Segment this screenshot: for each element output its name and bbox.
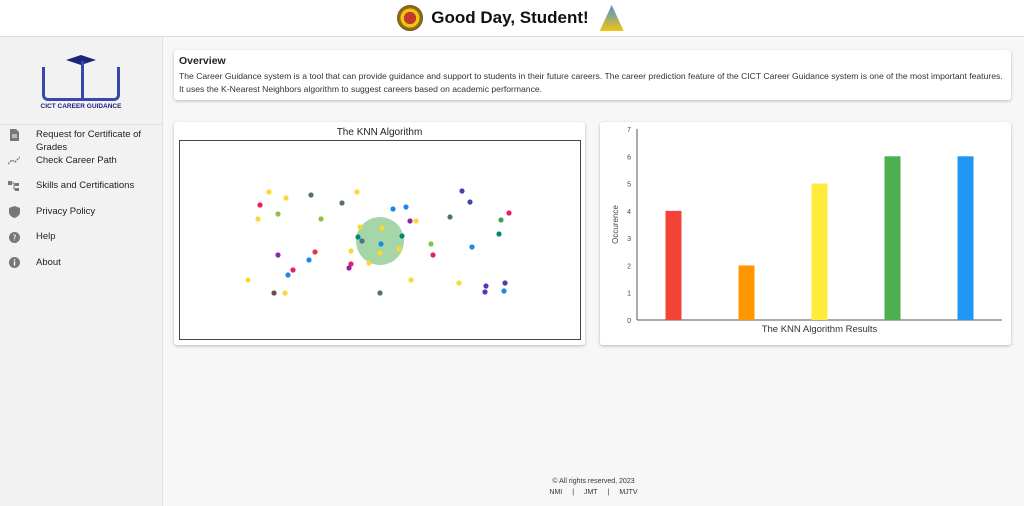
- greeting-title: Good Day, Student!: [431, 8, 589, 27]
- knn-data-point: [377, 290, 382, 295]
- knn-data-point: [266, 189, 271, 194]
- y-axis-label: Occurence: [611, 205, 620, 244]
- knn-scatter: [180, 141, 580, 339]
- knn-data-point: [459, 188, 464, 193]
- knn-data-point: [285, 272, 290, 277]
- knn-data-point: [290, 267, 295, 272]
- knn-data-point: [390, 206, 395, 211]
- footer-separator: |: [607, 489, 610, 496]
- knn-data-point: [308, 192, 313, 197]
- top-bar: [0, 0, 1024, 37]
- knn-data-point: [496, 231, 501, 236]
- knn-data-point: [282, 290, 287, 295]
- bar: [812, 184, 828, 320]
- knn-data-point: [318, 216, 323, 221]
- sidebar-item-check-career-path[interactable]: [0, 155, 162, 181]
- footer-name: NMI: [549, 489, 563, 496]
- knn-data-point: [359, 238, 364, 243]
- copyright-text: All rights reserved, 2023: [559, 478, 635, 485]
- knn-data-point: [306, 257, 311, 262]
- y-tick-label: 4: [627, 208, 631, 216]
- footer-name: MJTV: [619, 489, 638, 496]
- knn-data-point: [366, 260, 371, 265]
- knn-data-point: [355, 234, 360, 239]
- knn-data-point: [312, 249, 317, 254]
- knn-data-point: [483, 283, 488, 288]
- y-tick-label: 5: [627, 181, 631, 189]
- copyright-icon: ©: [552, 478, 558, 485]
- knn-data-point: [271, 290, 276, 295]
- knn-data-point: [339, 200, 344, 205]
- knn-data-point: [283, 195, 288, 200]
- sidebar-item-label: About: [36, 256, 61, 268]
- hierarchy-icon: [8, 180, 20, 192]
- document-icon: [8, 129, 20, 141]
- knn-data-point: [275, 252, 280, 257]
- knn-data-point: [456, 280, 461, 285]
- knn-visual-card: [174, 122, 585, 345]
- sidebar-item-privacy-policy[interactable]: [0, 206, 162, 232]
- knn-data-point: [506, 210, 511, 215]
- sidebar-item-label: Help: [36, 231, 56, 242]
- footer: [163, 478, 1024, 496]
- knn-data-point: [408, 277, 413, 282]
- overview-card: [174, 50, 1011, 100]
- knn-data-point: [430, 252, 435, 257]
- knn-data-point: [257, 202, 262, 207]
- school-seal-logo: [397, 5, 423, 31]
- knn-data-point: [357, 224, 362, 229]
- college-logo: [597, 5, 627, 31]
- knn-data-point: [245, 277, 250, 282]
- svg-text:?: ?: [11, 233, 17, 242]
- sidebar-item-label: Skills and Certifications: [36, 180, 135, 191]
- y-tick-label: 2: [627, 263, 631, 271]
- knn-plot-area: [179, 140, 581, 340]
- knn-data-point: [275, 211, 280, 216]
- bar: [739, 265, 755, 320]
- overview-text: The Career Guidance system is a tool that can provide guidance and support to students in their future careers. The career prediction feature of the CICT Career Guidance system is one of the most important features. It uses the K-Nearest Neighbors algorithm to suggest careers based on academic performance.: [179, 71, 1003, 94]
- cict-career-guidance-logo[interactable]: [36, 53, 126, 113]
- y-tick-label: 7: [627, 127, 631, 134]
- knn-title: The KNN Algorithm: [336, 127, 423, 138]
- knn-data-point: [255, 216, 260, 221]
- x-axis-label: The KNN Algorithm Results: [761, 324, 878, 335]
- info-icon: [8, 257, 20, 269]
- knn-data-point: [403, 204, 408, 209]
- sidebar-item-label: Privacy Policy: [36, 205, 96, 217]
- knn-data-point: [498, 217, 503, 222]
- knn-data-point: [482, 289, 487, 294]
- knn-results-card: [600, 122, 1011, 345]
- knn-data-point: [469, 244, 474, 249]
- sidebar-item-label: Check Career Path: [36, 154, 117, 166]
- sidebar-item-help[interactable]: [0, 231, 162, 257]
- knn-data-point: [502, 280, 507, 285]
- trend-icon: [8, 155, 20, 167]
- knn-data-point: [428, 241, 433, 246]
- sidebar-item-label: Request for Certificate of Grades: [36, 129, 142, 153]
- knn-data-point: [379, 225, 384, 230]
- knn-data-point: [348, 248, 353, 253]
- knn-data-point: [378, 241, 383, 246]
- footer-separator: |: [572, 489, 575, 496]
- logo-text: CICT CAREER GUIDANCE: [40, 103, 122, 110]
- y-tick-label: 1: [627, 290, 631, 298]
- knn-data-point: [447, 214, 452, 219]
- knn-data-point: [396, 246, 401, 251]
- overview-title: Overview: [179, 55, 226, 67]
- sidebar-nav: [0, 129, 162, 282]
- bar: [885, 156, 901, 320]
- knn-data-point: [407, 218, 412, 223]
- y-tick-label: 0: [627, 318, 631, 325]
- knn-data-point: [399, 233, 404, 238]
- shield-icon: [8, 206, 20, 218]
- bar: [958, 156, 974, 320]
- knn-data-point: [413, 218, 418, 223]
- knn-data-point: [346, 265, 351, 270]
- footer-name: JMT: [583, 489, 598, 496]
- knn-results-chart: [600, 122, 1011, 345]
- sidebar-item-skills-certifications[interactable]: [0, 180, 162, 206]
- knn-data-point: [501, 288, 506, 293]
- bar: [666, 211, 682, 320]
- y-tick-label: 3: [627, 236, 631, 244]
- knn-data-point: [467, 199, 472, 204]
- help-icon: [8, 231, 20, 243]
- sidebar: [0, 37, 163, 506]
- y-tick-label: 6: [627, 154, 631, 162]
- knn-data-point: [354, 189, 359, 194]
- sidebar-item-request-grades[interactable]: [0, 129, 162, 155]
- sidebar-item-about[interactable]: [0, 257, 162, 283]
- knn-data-point: [377, 250, 382, 255]
- sidebar-divider: [0, 124, 162, 125]
